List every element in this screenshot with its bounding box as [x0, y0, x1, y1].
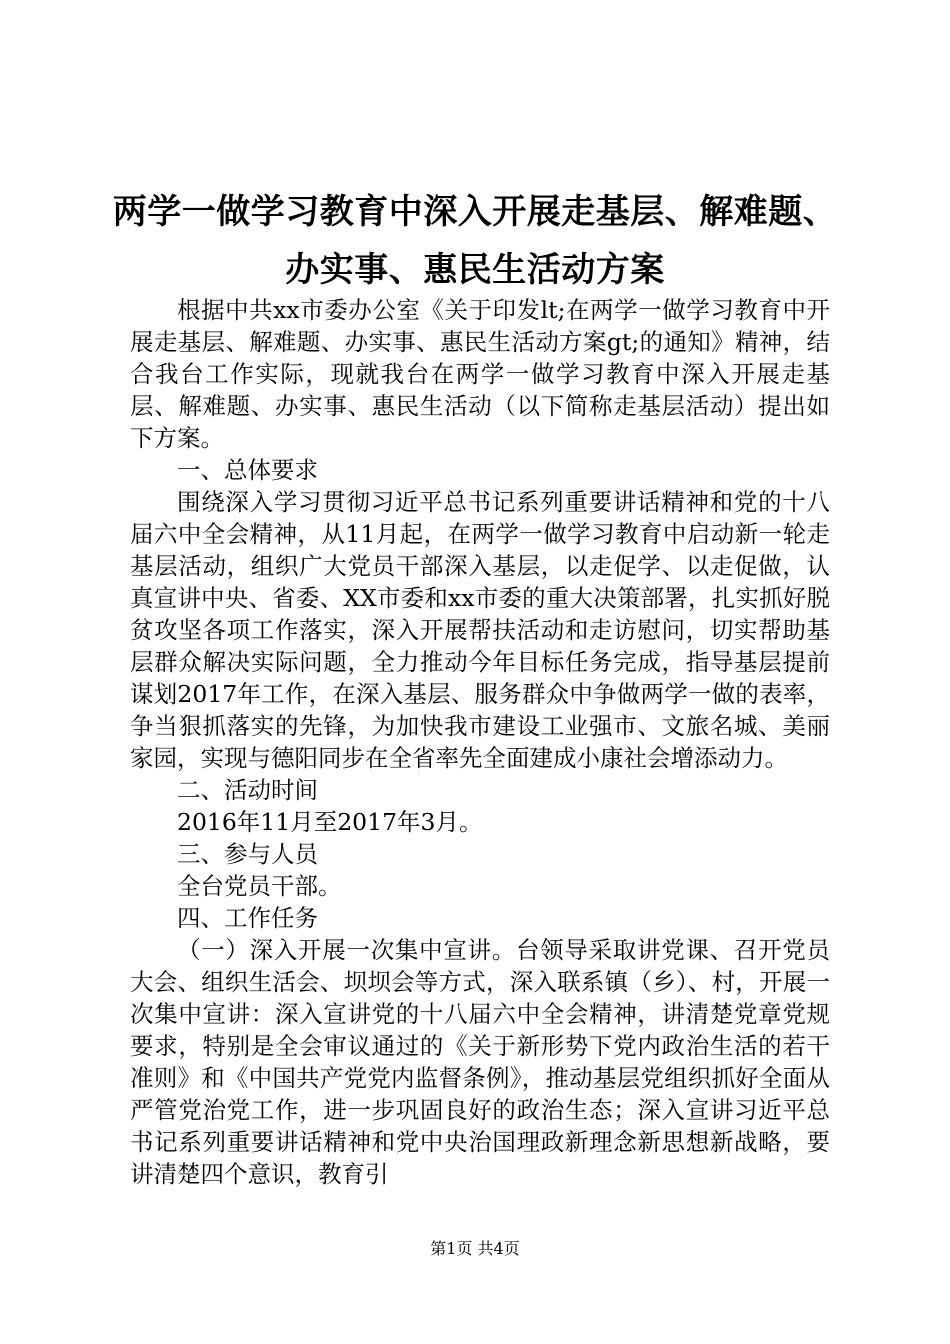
page-footer: 第1页 共4页 [430, 1239, 520, 1258]
intro-paragraph: 根据中共xx市委办公室《关于印发lt;在两学一做学习教育中开展走基层、解难题、办实事、惠民生活动方案gt;的通知》精神，结合我台工作实际，现就我台在两学一做学习教育中深入开展走基层、解难题、办实事、惠民生活动（以下简称走基层活动）提出如下方案。 [130, 296, 830, 452]
section-heading-work-tasks: 四、工作任务 [177, 904, 318, 932]
general-requirements-paragraph: 围绕深入学习贯彻习近平总书记系列重要讲话精神和党的十八届六中全会精神，从11月起，在两学一做学习教育中启动新一轮走基层活动，组织广大党员干部深入基层，以走促学、以走促做，认真宣讲中央、省委、XX市委和xx市委的重大决策部署，扎实抓好脱贫攻坚各项工作落实，深入开展帮扶活动和走访慰问，切实帮助基层群众解决实际问题，全力推动今年目标任务完成，指导基层提前谋划2017年工作，在深入基层、服务群众中争做两学一做的表率，争当狠抓落实的先锋，为加快我市建设工业强市、文旅名城、美丽家园，实现与德阳同步在全省率先全面建成小康社会增添动力。 [130, 488, 830, 772]
participants-paragraph: 全台党员干部。 [177, 872, 342, 900]
section-heading-activity-time: 二、活动时间 [177, 776, 318, 804]
section-heading-participants: 三、参与人员 [177, 840, 318, 868]
work-tasks-paragraph: （一）深入开展一次集中宣讲。台领导采取讲党课、召开党员大会、组织生活会、坝坝会等方式，深入联系镇（乡）、村，开展一次集中宣讲：深入宣讲党的十八届六中全会精神，讲清楚党章党规要求，特别是全会审议通过的《关于新形势下党内政治生活的若干准则》和《中国共产党党内监督条例》，推动基层党组织抓好全面从严管党治党工作，进一步巩固良好的政治生态；深入宣讲习近平总书记系列重要讲话精神和党中央治国理政新理念新思想新战略，要讲清楚四个意识，教育引 [130, 936, 830, 1188]
activity-time-paragraph: 2016年11月至2017年3月。 [177, 808, 483, 836]
document-title-line-2: 办实事、惠民生活动方案 [285, 250, 665, 290]
section-heading-general-requirements: 一、总体要求 [177, 456, 318, 484]
document-title-line-1: 两学一做学习教育中深入开展走基层、解难题、 [112, 192, 838, 232]
document-body [130, 294, 830, 1190]
